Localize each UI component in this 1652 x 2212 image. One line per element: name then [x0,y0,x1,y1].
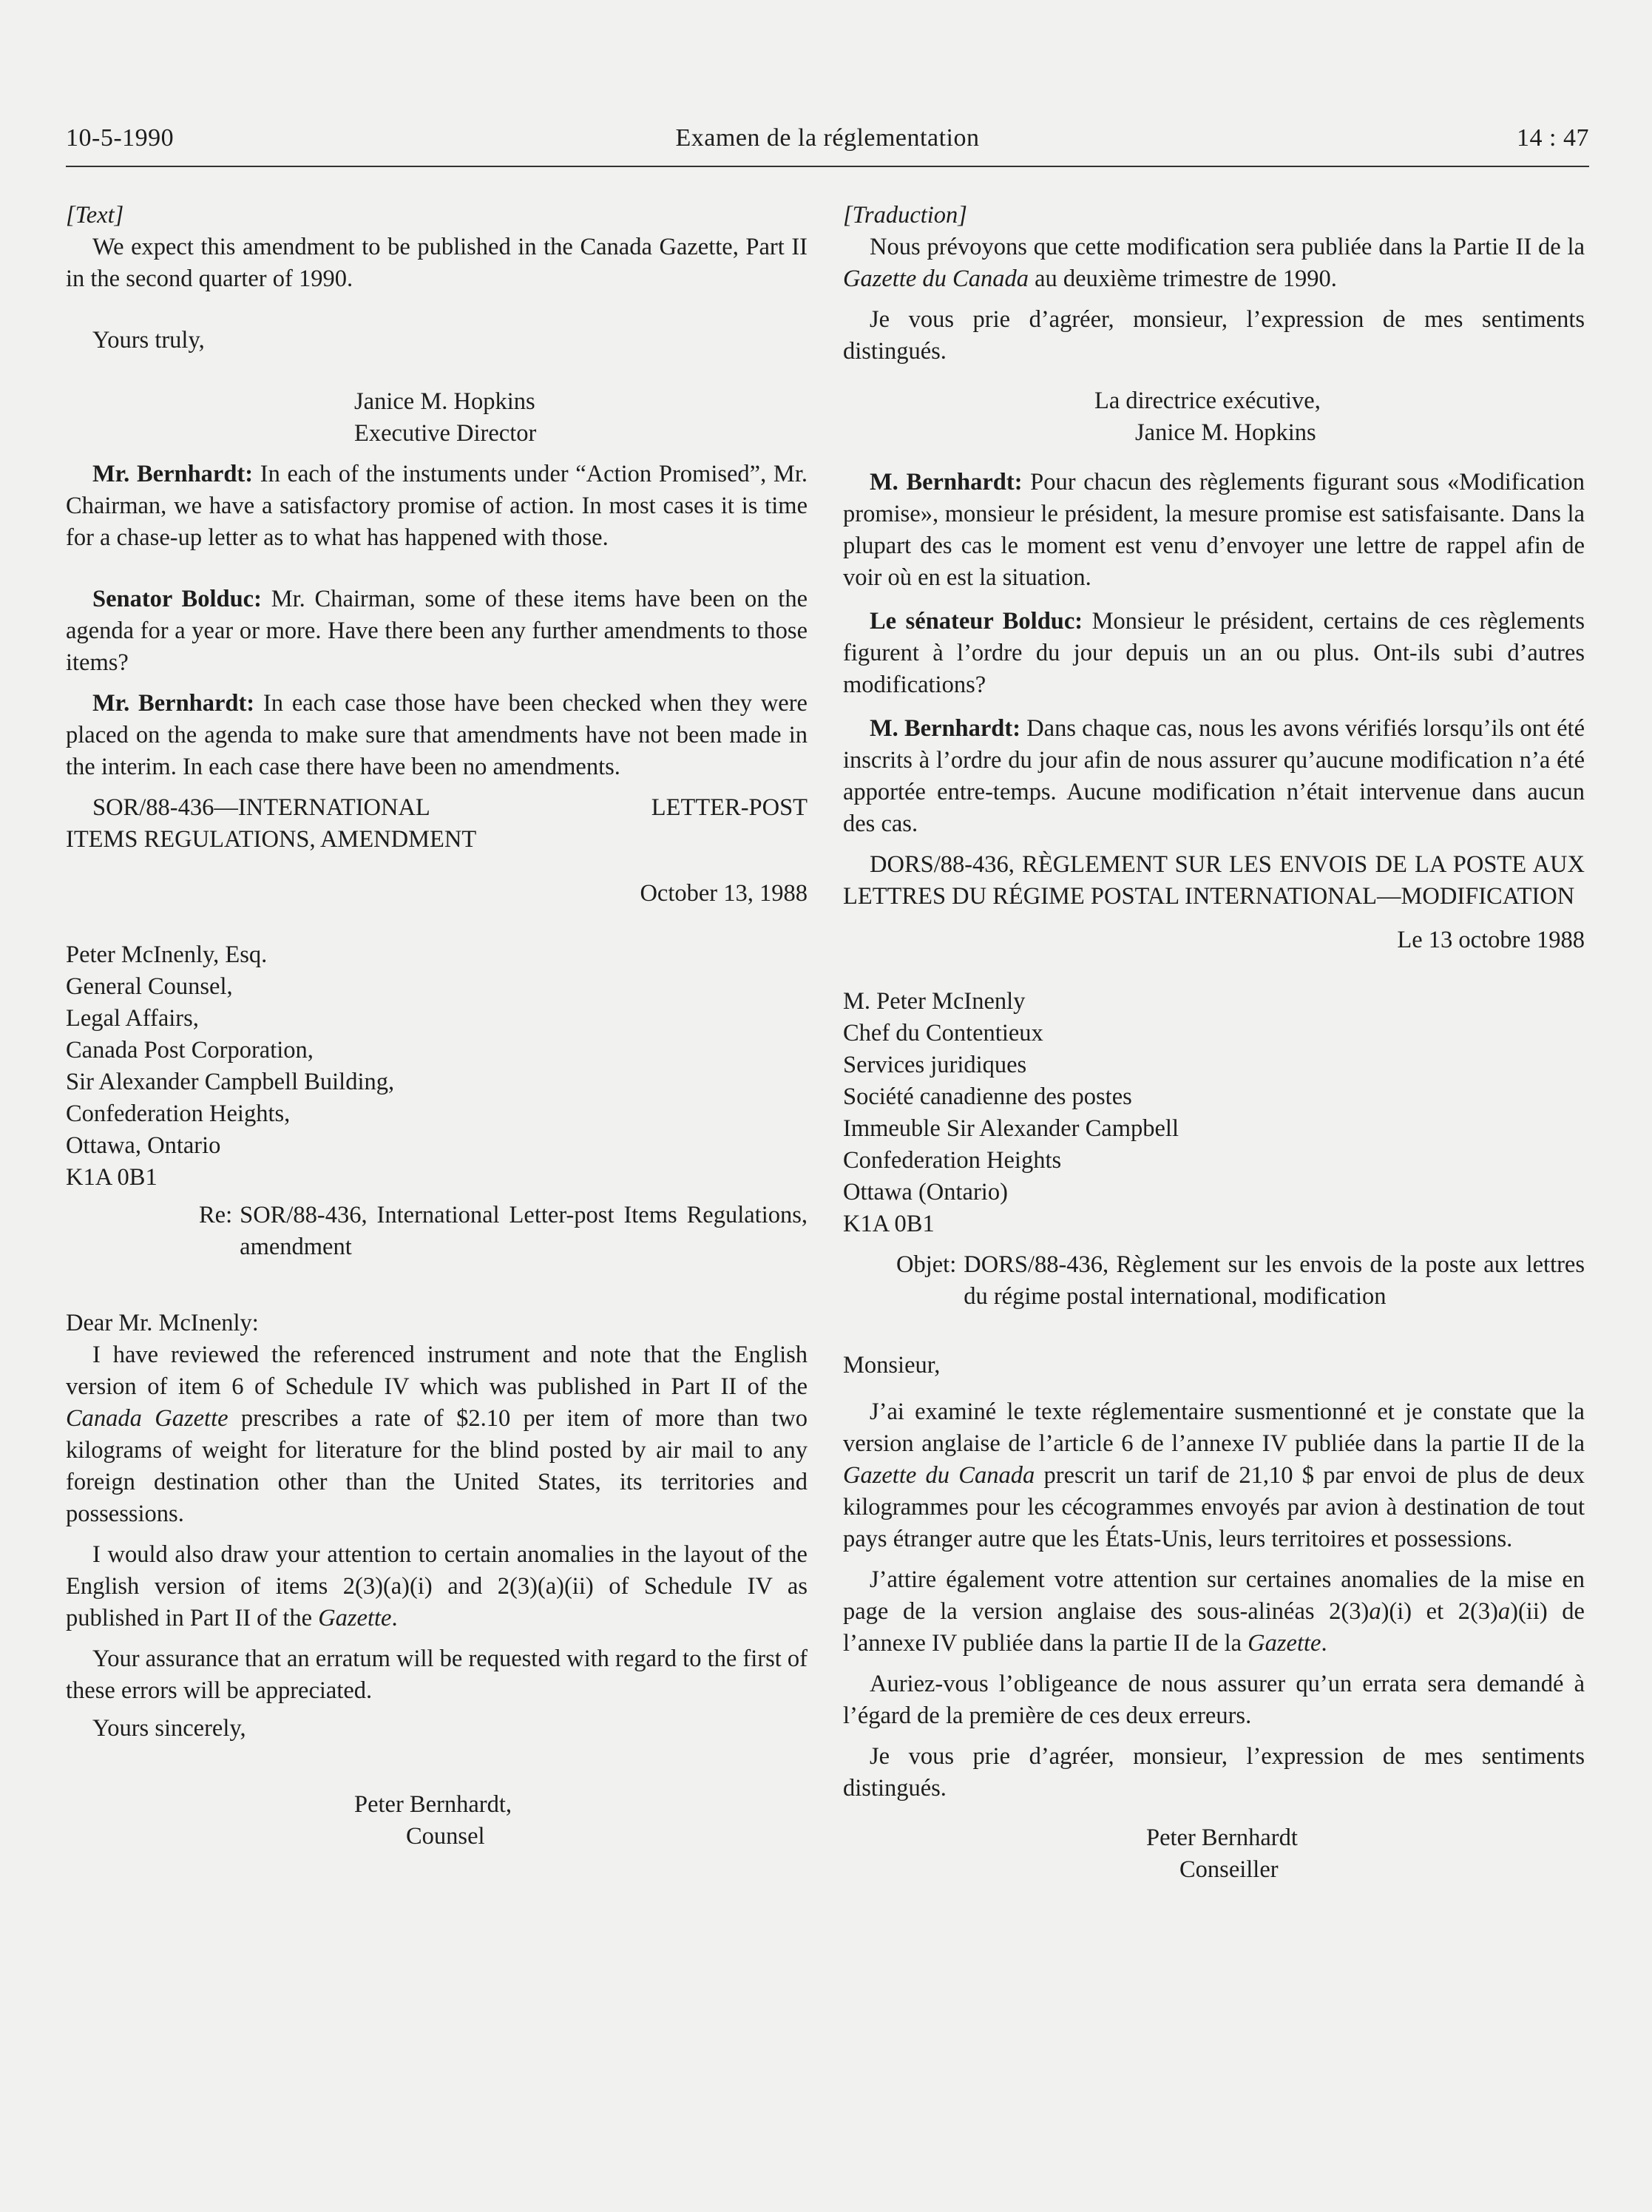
running-header [66,124,1589,161]
address-line: K1A 0B1 [66,1164,158,1191]
header-page-number: 14 : 47 [1517,124,1589,152]
en-text-tag: [Text] [66,202,124,229]
address-line: Ottawa, Ontario [66,1132,221,1159]
speaker-name: M. Bernhardt: [870,469,1023,495]
fr-letter-paragraph: J’ai examiné le texte réglementaire susmentionné et je constate que la version anglaise de l’article 6 de l’annexe IV publiée dans la partie II de la Gazette du Canada prescrit un tarif de 21,10 $ par envoi de plus de deux kilogrammes pour les cécogrammes envoyés par avion à destination de tout pays étranger autre que les États-Unis, leurs territoires et possessions. [843,1398,1585,1552]
address-line: General Counsel, [66,973,233,1000]
address-line: Confederation Heights, [66,1100,291,1127]
speaker-name: Senator Bolduc: [92,586,262,612]
en-section-heading: SOR/88-436—INTERNATIONAL LETTER-POST ITEMS REGULATIONS, AMENDMENT [66,794,808,853]
en-address-block [66,939,808,1194]
speaker-name: Mr. Bernhardt: [92,461,254,487]
en-closing: Yours truly, [92,327,205,354]
fr-letter-date: Le 13 octobre 1988 [1397,927,1585,953]
fr-statement: M. Bernhardt: Pour chacun des règlements figurant sous «Modification promise», monsieur le président, la mesure promise est satisfaisante. Dans la plupart des cas le moment est venu d’envoyer une lettre de rappel afin de voir où en est la situation. [843,469,1585,591]
address-line: Sir Alexander Campbell Building, [66,1069,395,1095]
fr-address-block [843,986,1585,1240]
speaker-name: Le sénateur Bolduc: [870,608,1083,635]
en-signature-name: Peter Bernhardt, [354,1791,512,1818]
french-column [843,200,1585,1886]
address-line: Ottawa (Ontario) [843,1179,1008,1205]
address-line: M. Peter McInenly [843,988,1026,1015]
speaker-name: Mr. Bernhardt: [92,690,255,717]
address-line: Legal Affairs, [66,1005,199,1032]
fr-signature-name: Janice M. Hopkins [1135,419,1316,446]
speaker-name: M. Bernhardt: [870,715,1021,742]
en-closing: Yours sincerely, [92,1715,246,1742]
en-salutation: Dear Mr. McInenly: [66,1310,259,1336]
fr-paragraph: Nous prévoyons que cette modification sera publiée dans la Partie II de la Gazette du Canada au deuxième trimestre de 1990. [843,234,1585,292]
fr-statement: M. Bernhardt: Dans chaque cas, nous les avons vérifiés lorsqu’ils ont été inscrits à l’ordre du jour afin de nous assurer qu’aucune modification n’a été apportée entre-temps. Aucune modification n’était intervenue dans aucun des cas. [843,715,1585,837]
en-signature-title: Counsel [406,1823,485,1850]
address-line: Société canadienne des postes [843,1083,1132,1110]
address-line: Peter McInenly, Esq. [66,941,268,968]
address-line: Chef du Contentieux [843,1020,1043,1046]
header-title: Examen de la réglementation [675,124,980,152]
en-signature-title: Executive Director [354,420,537,447]
fr-signature-name: Peter Bernhardt [1146,1824,1298,1851]
en-subject-line: Re: SOR/88-436, International Letter-post Items Regulations, amendment [199,1202,808,1260]
en-statement: Mr. Bernhardt: In each of the instuments under “Action Promised”, Mr. Chairman, we have a satisfactory promise of action. In most cases it is time for a chase-up letter as to what has happened with those. [66,461,808,551]
en-letter-paragraph: I have reviewed the referenced instrument and note that the English version of item 6 of Schedule IV which was published in Part II of the Canada Gazette prescribes a rate of $2.10 per item of more than two kilograms of weight for literature for the blind posted by air mail to any foreign destination other than the United States, its territories and possessions. [66,1342,808,1527]
en-letter-paragraph: Your assurance that an erratum will be requested with regard to the first of these errors will be appreciated. [66,1646,808,1704]
fr-subject-line: Objet: DORS/88-436, Règlement sur les envois de la poste aux lettres du régime postal international, modification [896,1251,1585,1310]
en-statement: Senator Bolduc: Mr. Chairman, some of these items have been on the agenda for a year or more. Have there been any further amendments to those items? [66,586,808,676]
fr-paragraph: Je vous prie d’agréer, monsieur, l’expression de mes sentiments distingués. [843,306,1585,365]
fr-letter-paragraph: Je vous prie d’agréer, monsieur, l’expression de mes sentiments distingués. [843,1743,1585,1802]
en-signature-name: Janice M. Hopkins [354,388,535,415]
fr-salutation: Monsieur, [843,1352,941,1379]
header-date: 10-5-1990 [66,124,175,152]
fr-letter-paragraph: J’attire également votre attention sur certaines anomalies de la mise en page de la version anglaise des sous-alinéas 2(3)a)(i) et 2(3)a)(ii) de l’annexe IV publiée dans la partie II de la Gazette. [843,1566,1585,1657]
english-column [66,200,808,1853]
en-paragraph: We expect this amendment to be published in the Canada Gazette, Part II in the second quarter of 1990. [66,234,808,292]
en-statement: Mr. Bernhardt: In each case those have been checked when they were placed on the agenda to make sure that amendments have not been made in the interim. In each case there have been no amendments. [66,690,808,780]
fr-signature-title: La directrice exécutive, [1094,388,1321,414]
fr-section-heading: DORS/88-436, RÈGLEMENT SUR LES ENVOIS DE LA POSTE AUX LETTRES DU RÉGIME POSTAL INTERNATIONAL—MODIFICATION [843,851,1585,910]
address-line: K1A 0B1 [843,1211,935,1237]
address-line: Immeuble Sir Alexander Campbell [843,1115,1179,1142]
fr-text-tag: [Traduction] [843,202,967,229]
address-line: Confederation Heights [843,1147,1062,1174]
en-letter-paragraph: I would also draw your attention to certain anomalies in the layout of the English version of items 2(3)(a)(i) and 2(3)(a)(ii) of Schedule IV as published in Part II of the Gazette. [66,1541,808,1631]
fr-signature-title: Conseiller [1179,1856,1279,1883]
address-line: Services juridiques [843,1052,1027,1078]
header-rule [66,166,1589,167]
en-letter-date: October 13, 1988 [640,880,808,907]
address-line: Canada Post Corporation, [66,1037,314,1063]
fr-statement: Le sénateur Bolduc: Monsieur le président, certains de ces règlements figurent à l’ordre du jour depuis un an ou plus. Ont-ils subi d’autres modifications? [843,608,1585,698]
fr-letter-paragraph: Auriez-vous l’obligeance de nous assurer qu’un errata sera demandé à l’égard de la première de ces deux erreurs. [843,1671,1585,1729]
